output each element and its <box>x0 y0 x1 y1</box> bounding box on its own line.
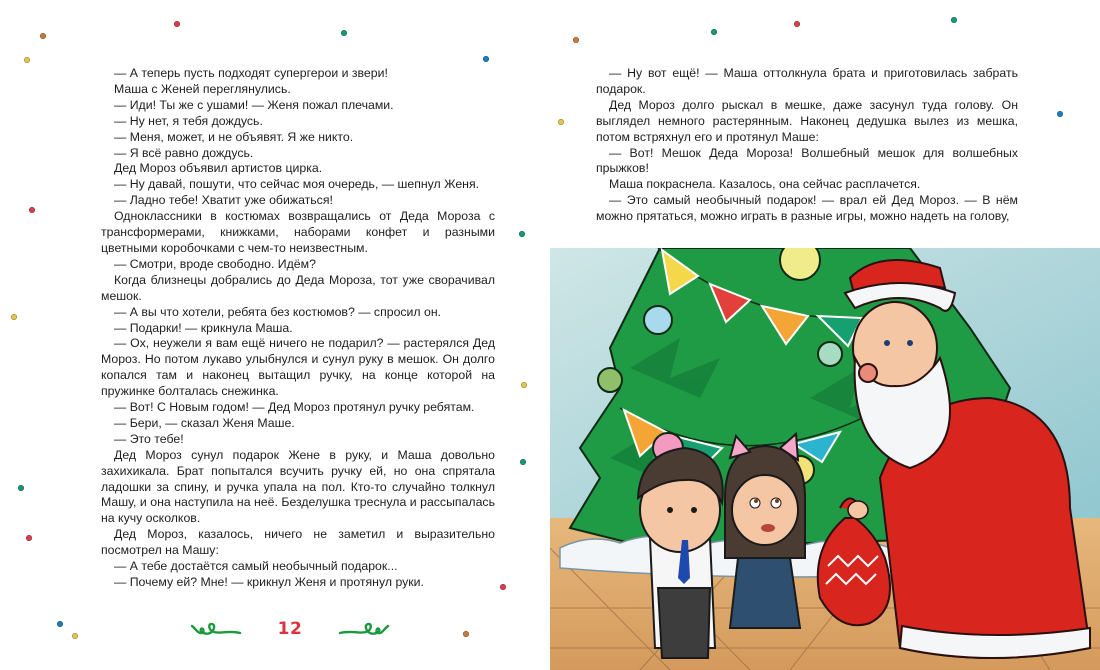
confetti-dot-icon <box>520 459 526 465</box>
illustration-art-icon <box>550 248 1100 670</box>
paragraph: Дед Мороз долго рыскал в мешке, даже засунул туда голову. Он выглядел немного растерянным. Наконец дедушка вылез из мешка, потом встряхнул его и протянул Маше: <box>596 97 1018 144</box>
paragraph: Когда близнецы добрались до Деда Мороза, тот уже сворачивал мешок. <box>101 272 495 303</box>
paragraph: — Это тебе! <box>114 431 184 446</box>
confetti-dot-icon <box>951 17 957 23</box>
confetti-dot-icon <box>519 231 525 237</box>
confetti-dot-icon <box>26 535 32 541</box>
right-page <box>550 0 1100 670</box>
paragraph: Маша с Женей переглянулись. <box>114 81 291 96</box>
flourish-left-icon <box>190 619 242 639</box>
confetti-dot-icon <box>29 207 35 213</box>
paragraph: — Ох, неужели я вам ещё ничего не подарил? — растерялся Дед Мороз. Но потом лукаво улыбнулся и сунул руку в мешок. Он долго копался там и наконец вытащил ручку, на конце которой на пружинке болталась снежинка. <box>101 336 495 399</box>
paragraph: — Вот! С Новым годом! — Дед Мороз протянул ручку ребятам. <box>114 400 475 415</box>
paragraph: — Это самый необычный подарок! — врал ей Дед Мороз. — В нём можно прятаться, можно играть в разные игры, можно надеть на голову, <box>596 193 1018 224</box>
paragraph: — Я всё равно дождусь. <box>114 145 254 160</box>
paragraph: — Меня, может, и не объявят. Я же никто. <box>114 129 354 144</box>
confetti-dot-icon <box>72 633 78 639</box>
paragraph: Дед Мороз объявил артистов цирка. <box>114 161 323 176</box>
confetti-dot-icon <box>463 631 469 637</box>
paragraph: — Ну давай, пошути, что сейчас моя очередь, — шепнул Женя. <box>114 177 480 192</box>
paragraph: — А вы что хотели, ребята без костюмов? — спросил он. <box>114 304 442 319</box>
page-footer <box>190 614 390 644</box>
paragraph: — Ну нет, я тебя дождусь. <box>114 113 263 128</box>
confetti-dot-icon <box>500 584 506 590</box>
confetti-dot-icon <box>57 621 63 627</box>
paragraph: — Ну вот ещё! — Маша оттолкнула брата и приготовилась забрать подарок. <box>596 66 1018 96</box>
confetti-dot-icon <box>174 21 180 27</box>
paragraph: — Бери, — сказал Женя Маше. <box>114 415 295 430</box>
paragraph: — Вот! Мешок Деда Мороза! Волшебный мешок для волшебных прыжков! <box>596 145 1018 176</box>
paragraph: — Почему ей? Мне! — крикнул Женя и протянул руки. <box>114 575 424 589</box>
christmas-illustration <box>550 248 1100 670</box>
flourish-right-icon <box>338 619 390 639</box>
confetti-dot-icon <box>341 30 347 36</box>
confetti-dot-icon <box>483 56 489 62</box>
confetti-dot-icon <box>1057 111 1063 117</box>
right-page-text <box>596 66 1018 225</box>
page-number: 12 <box>277 619 303 639</box>
confetti-dot-icon <box>711 29 717 35</box>
confetti-dot-icon <box>558 119 564 125</box>
confetti-dot-icon <box>11 314 17 320</box>
paragraph: — А тебе достаётся самый необычный подарок... <box>114 559 398 574</box>
paragraph: — Смотри, вроде свободно. Идём? <box>114 256 316 271</box>
paragraph: Дед Мороз, казалось, ничего не заметил и выразительно посмотрел на Машу: <box>101 527 495 558</box>
paragraph: — Подарки! — крикнула Маша. <box>114 320 293 335</box>
paragraph: — А теперь пусть подходят супергерои и звери! <box>114 66 388 80</box>
confetti-dot-icon <box>18 485 24 491</box>
confetti-dot-icon <box>24 57 30 63</box>
paragraph: Маша покраснела. Казалось, она сейчас расплачется. <box>609 177 921 192</box>
paragraph: — Иди! Ты же с ушами! — Женя пожал плечами. <box>114 97 394 112</box>
left-page-text <box>101 66 495 591</box>
confetti-dot-icon <box>521 382 527 388</box>
confetti-dot-icon <box>40 33 46 39</box>
confetti-dot-icon <box>794 21 800 27</box>
paragraph: — Ладно тебе! Хватит уже обижаться! <box>114 193 333 208</box>
paragraph: Дед Мороз сунул подарок Жене в руку, и Маша довольно захихикала. Брат попытался всучить ручку ей, но она спрятала ладошки за спину, и ручка упала на пол. Кто-то случайно толкнул Машу, и она наступила на неё. Безделушка треснула и рассыпалась на кучу осколков. <box>101 447 495 526</box>
paragraph: Одноклассники в костюмах возвращались от Деда Мороза с трансформерами, книжками, наборами конфет и разными цветными коробочками с чем-то неизвестным. <box>101 209 495 255</box>
confetti-dot-icon <box>573 37 579 43</box>
